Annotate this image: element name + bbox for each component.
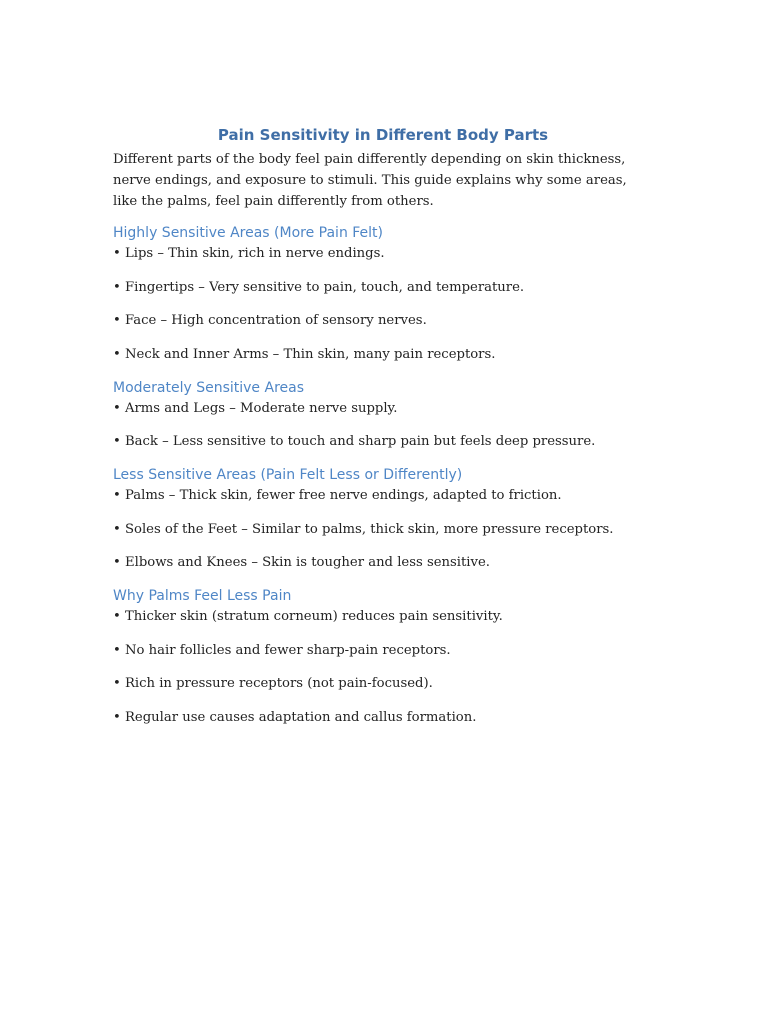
document-title: Pain Sensitivity in Different Body Parts [217, 126, 549, 144]
list-item: • Regular use causes adaptation and callus formation. [113, 709, 477, 725]
list-item: • Lips – Thin skin, rich in nerve endings. [113, 246, 385, 261]
list-item: • Soles of the Feet – Similar to palms, thick skin, more pressure receptors. [113, 521, 614, 537]
section-heading: Why Palms Feel Less Pain [113, 588, 292, 604]
list-item: • No hair follicles and fewer sharp-pain receptors. [113, 642, 451, 658]
section-moderately-sensitive [113, 377, 653, 453]
intro-paragraph: Different parts of the body feel pain differently depending on skin thickness, nerve endings, and exposure to stimuli. This guide explains why some areas, like the palms, feel pain differently from others. [113, 152, 627, 209]
list-item: • Face – High concentration of sensory nerves. [113, 313, 427, 328]
section-why-palms [113, 585, 653, 728]
list-item: • Fingertips – Very sensitive to pain, touch, and temperature. [113, 279, 525, 295]
list-item: • Neck and Inner Arms – Thin skin, many pain receptors. [113, 346, 496, 362]
list-item: • Thicker skin (stratum corneum) reduces pain sensitivity. [113, 609, 503, 624]
document-page [113, 124, 653, 740]
list-item: • Arms and Legs – Moderate nerve supply. [113, 400, 398, 416]
section-heading: Less Sensitive Areas (Pain Felt Less or Differently) [113, 467, 463, 483]
list-item: • Elbows and Knees – Skin is tougher and less sensitive. [113, 555, 490, 570]
section-heading: Highly Sensitive Areas (More Pain Felt) [113, 225, 384, 241]
section-heading: Moderately Sensitive Areas [113, 379, 305, 396]
list-item: • Back – Less sensitive to touch and sharp pain but feels deep pressure. [113, 434, 596, 449]
section-highly-sensitive [113, 222, 653, 365]
list-item: • Palms – Thick skin, fewer free nerve endings, adapted to friction. [113, 488, 562, 503]
list-item: • Rich in pressure receptors (not pain-focused). [113, 676, 433, 691]
section-less-sensitive [113, 464, 653, 573]
